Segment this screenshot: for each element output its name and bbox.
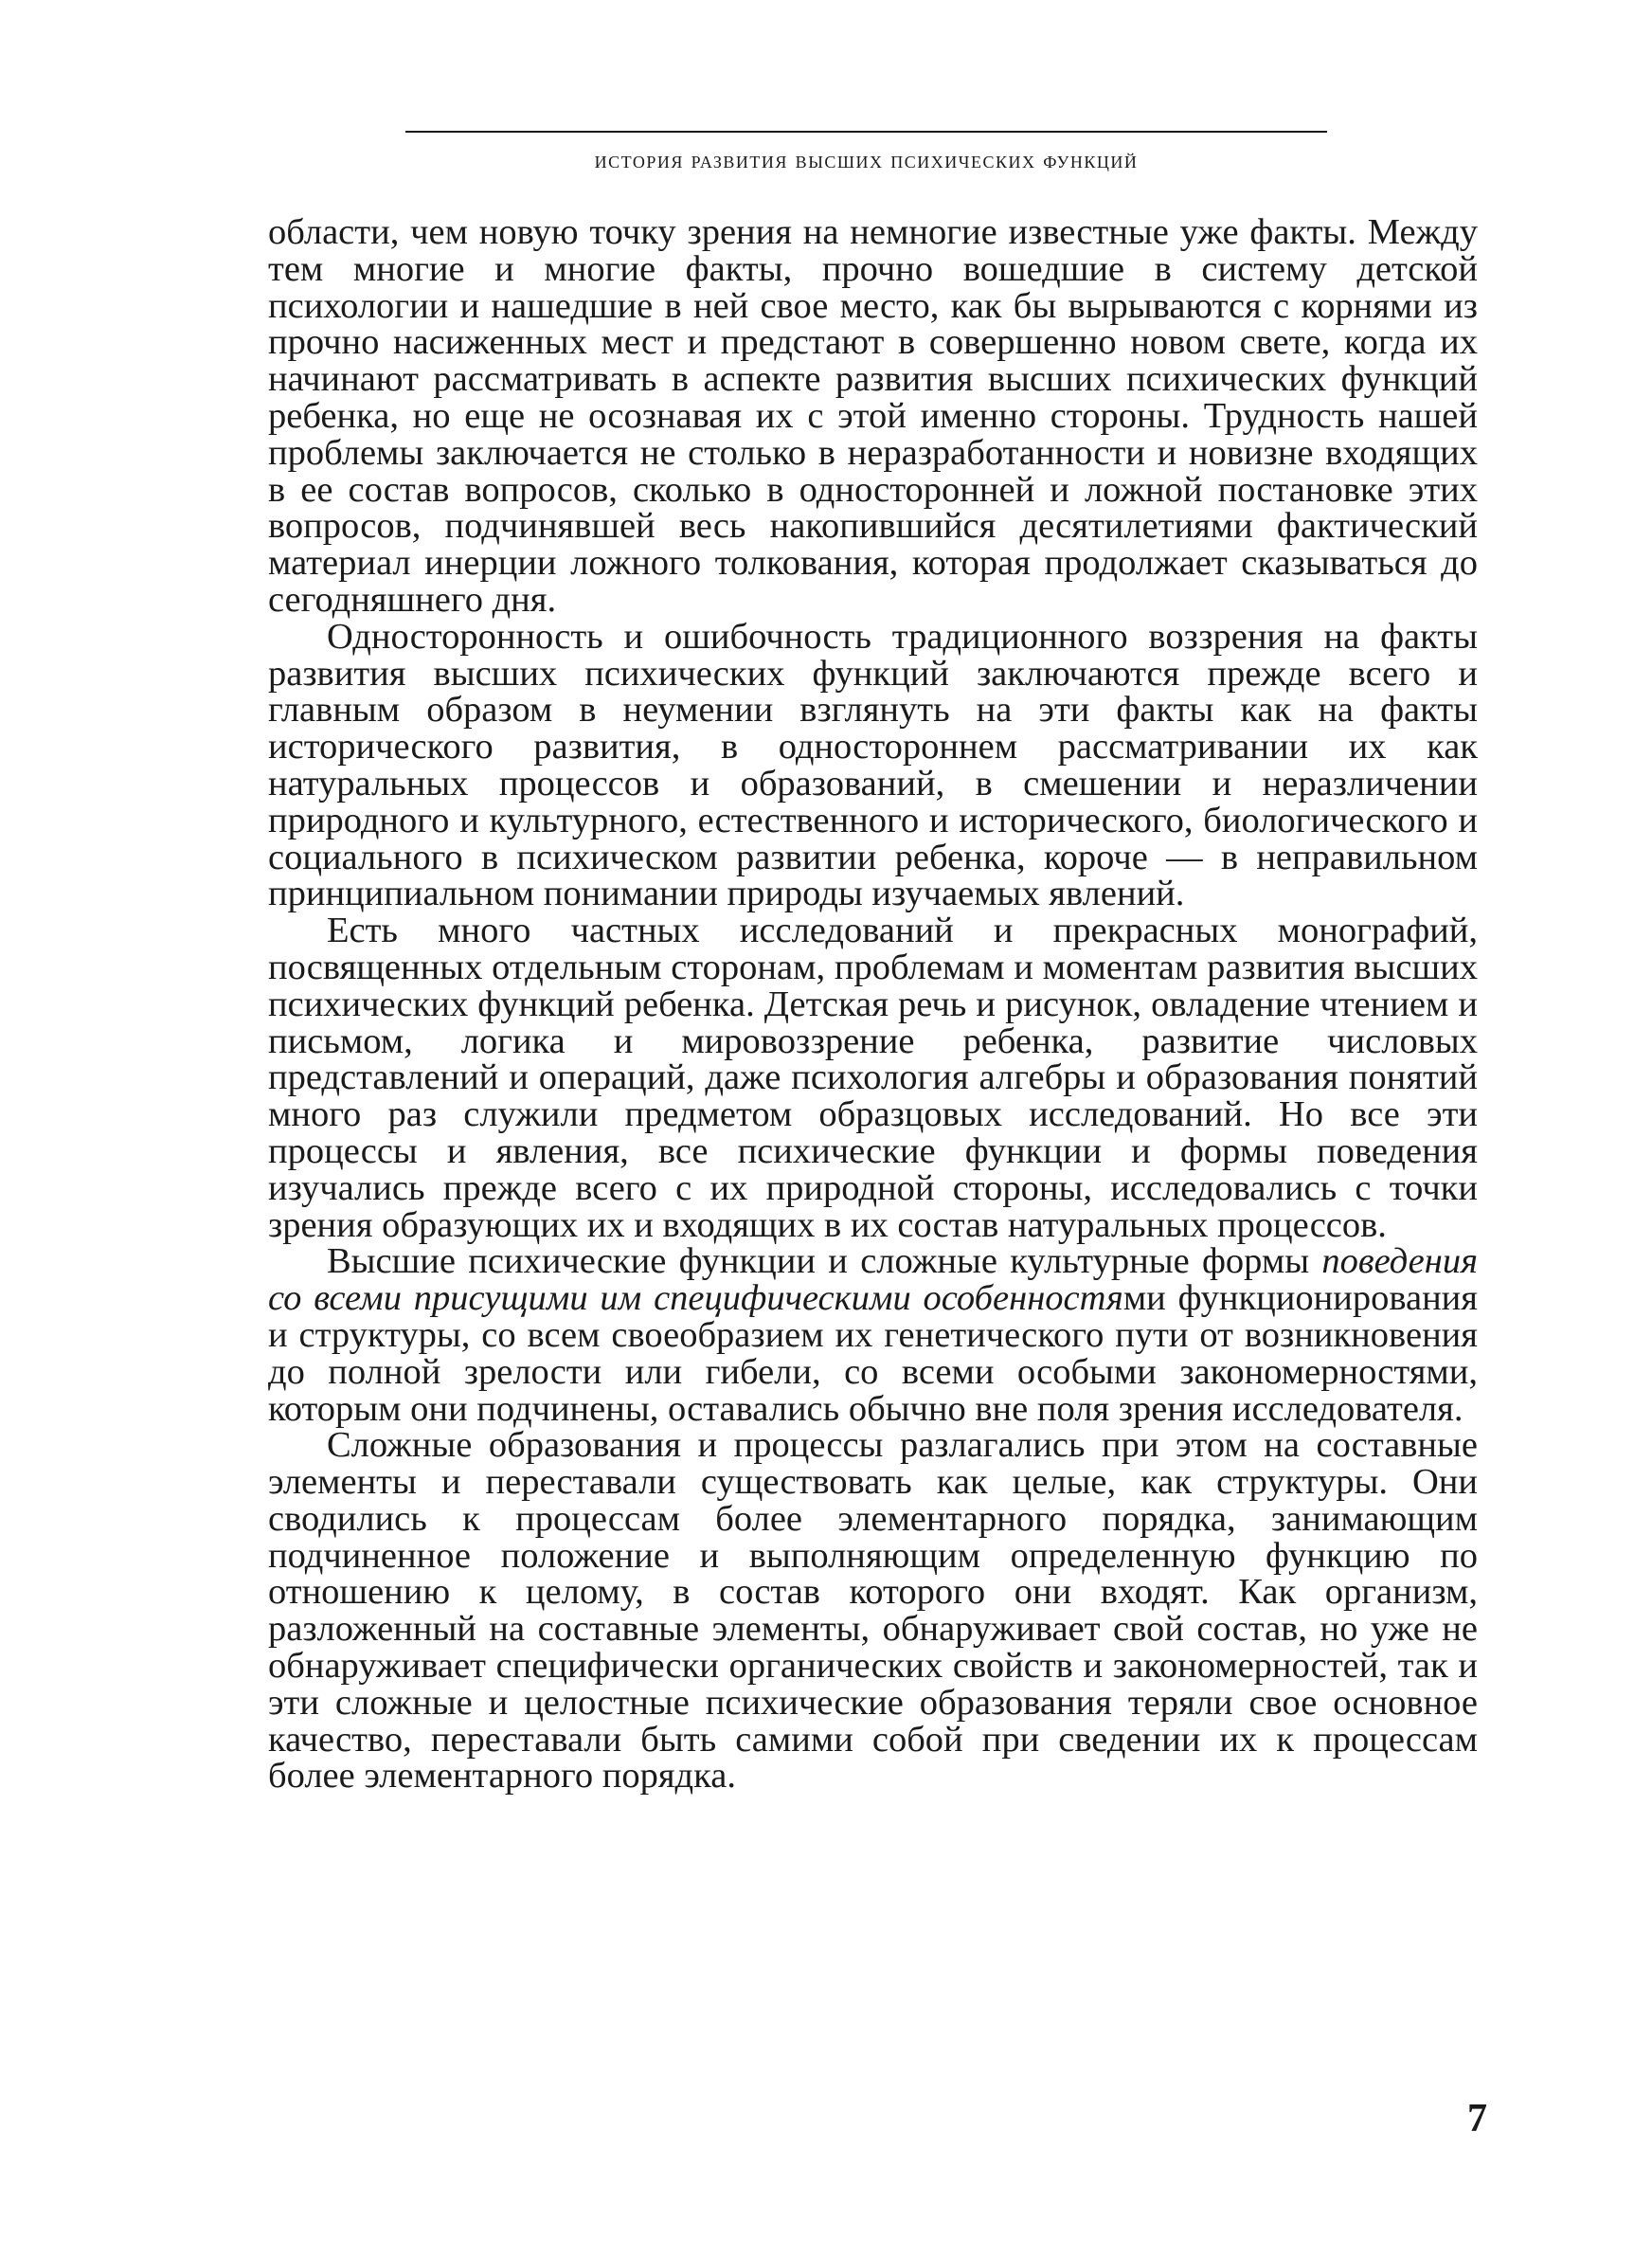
header-rule: [405, 131, 1327, 133]
paragraph-4-start: Высшие психические функции и сложные культурные формы: [327, 1241, 1322, 1282]
paragraph-3: Есть много частных исследований и прекрасных монографий, посвященных отдельным сторонам, проблемам и моментам развития высших психических функций ребенка. Детская речь и рисунок, овладение чтением и письмом, логика и мировоззрение ребенка, развитие числовых представлений и операций, даже психология алгебры и образования понятий много раз служили предметом образцовых исследований. Но все эти процессы и явления, все психические функции и формы поведения изучались прежде всего с их природной стороны, исследовались с точки зрения образующих их и входящих в их состав натуральных процессов.: [268, 911, 1478, 1245]
paragraph-5: Сложные образования и процессы разлагались при этом на составные элементы и переставали существовать как целые, как структуры. Они сводились к процессам более элементарного порядка, занимающим подчиненное положение и выполняющим определенную функцию по отношению к целому, в состав которого они входят. Как организм, разложенный на составные элементы, обнаруживает свой состав, но уже не обнаруживает специфически органических свойств и закономерностей, так и эти сложные и целостные психические образования теряли свое основное качество, переставали быть самими собой при сведении их к процессам более элементарного порядка.: [268, 1425, 1478, 1797]
running-head: история развития высших психических функций: [594, 148, 1139, 173]
page-number: 7: [1467, 2097, 1487, 2140]
paragraph-2: Односторонность и ошибочность традиционного воззрения на факты развития высших психических функций заключаются прежде всего и главным образом в неумении взглянуть на эти факты как на факты исторического развития, в одностороннем рассматривании их как натуральных процессов и образований, в смешении и неразличении природного и культурного, естественного и исторического, биологического и социального в психическом развитии ребенка, короче — в неправильном принципиальном понимании природы изучаемых явлений.: [268, 616, 1478, 914]
paragraph-1: области, чем новую точку зрения на немногие известные уже факты. Между тем многие и многие факты, прочно вошедшие в систему детской психологии и нашедшие в ней свое место, как бы вырываются с корнями из прочно насиженных мест и предстают в совершенно новом свете, когда их начинают рассматривать в аспекте развития высших психических функций ребенка, но еще не осознавая их с этой именно стороны. Трудность нашей проблемы заключается не столько в неразработанности и новизне входящих в ее состав вопросов, сколько в односторонней и ложной постановке этих вопросов, подчинявшей весь накопившийся десятилетиями фактический материал инерции ложного толкования, которая продолжает сказываться до сегодняшнего дня.: [268, 212, 1478, 620]
paragraph-4-italic: поведения со всеми присущими им специфическими особенностя: [268, 1241, 1478, 1319]
paragraph-4: [268, 1243, 1478, 1427]
paragraph-4-end: ми функционирования и структуры, со всем своеобразием их генетического пути от возникновения до полной зрелости или гибели, со всеми особыми закономерностями, которым они подчинены, оставались обычно вне поля зрения исследователя.: [268, 1278, 1478, 1429]
body-text: [268, 214, 1478, 1795]
